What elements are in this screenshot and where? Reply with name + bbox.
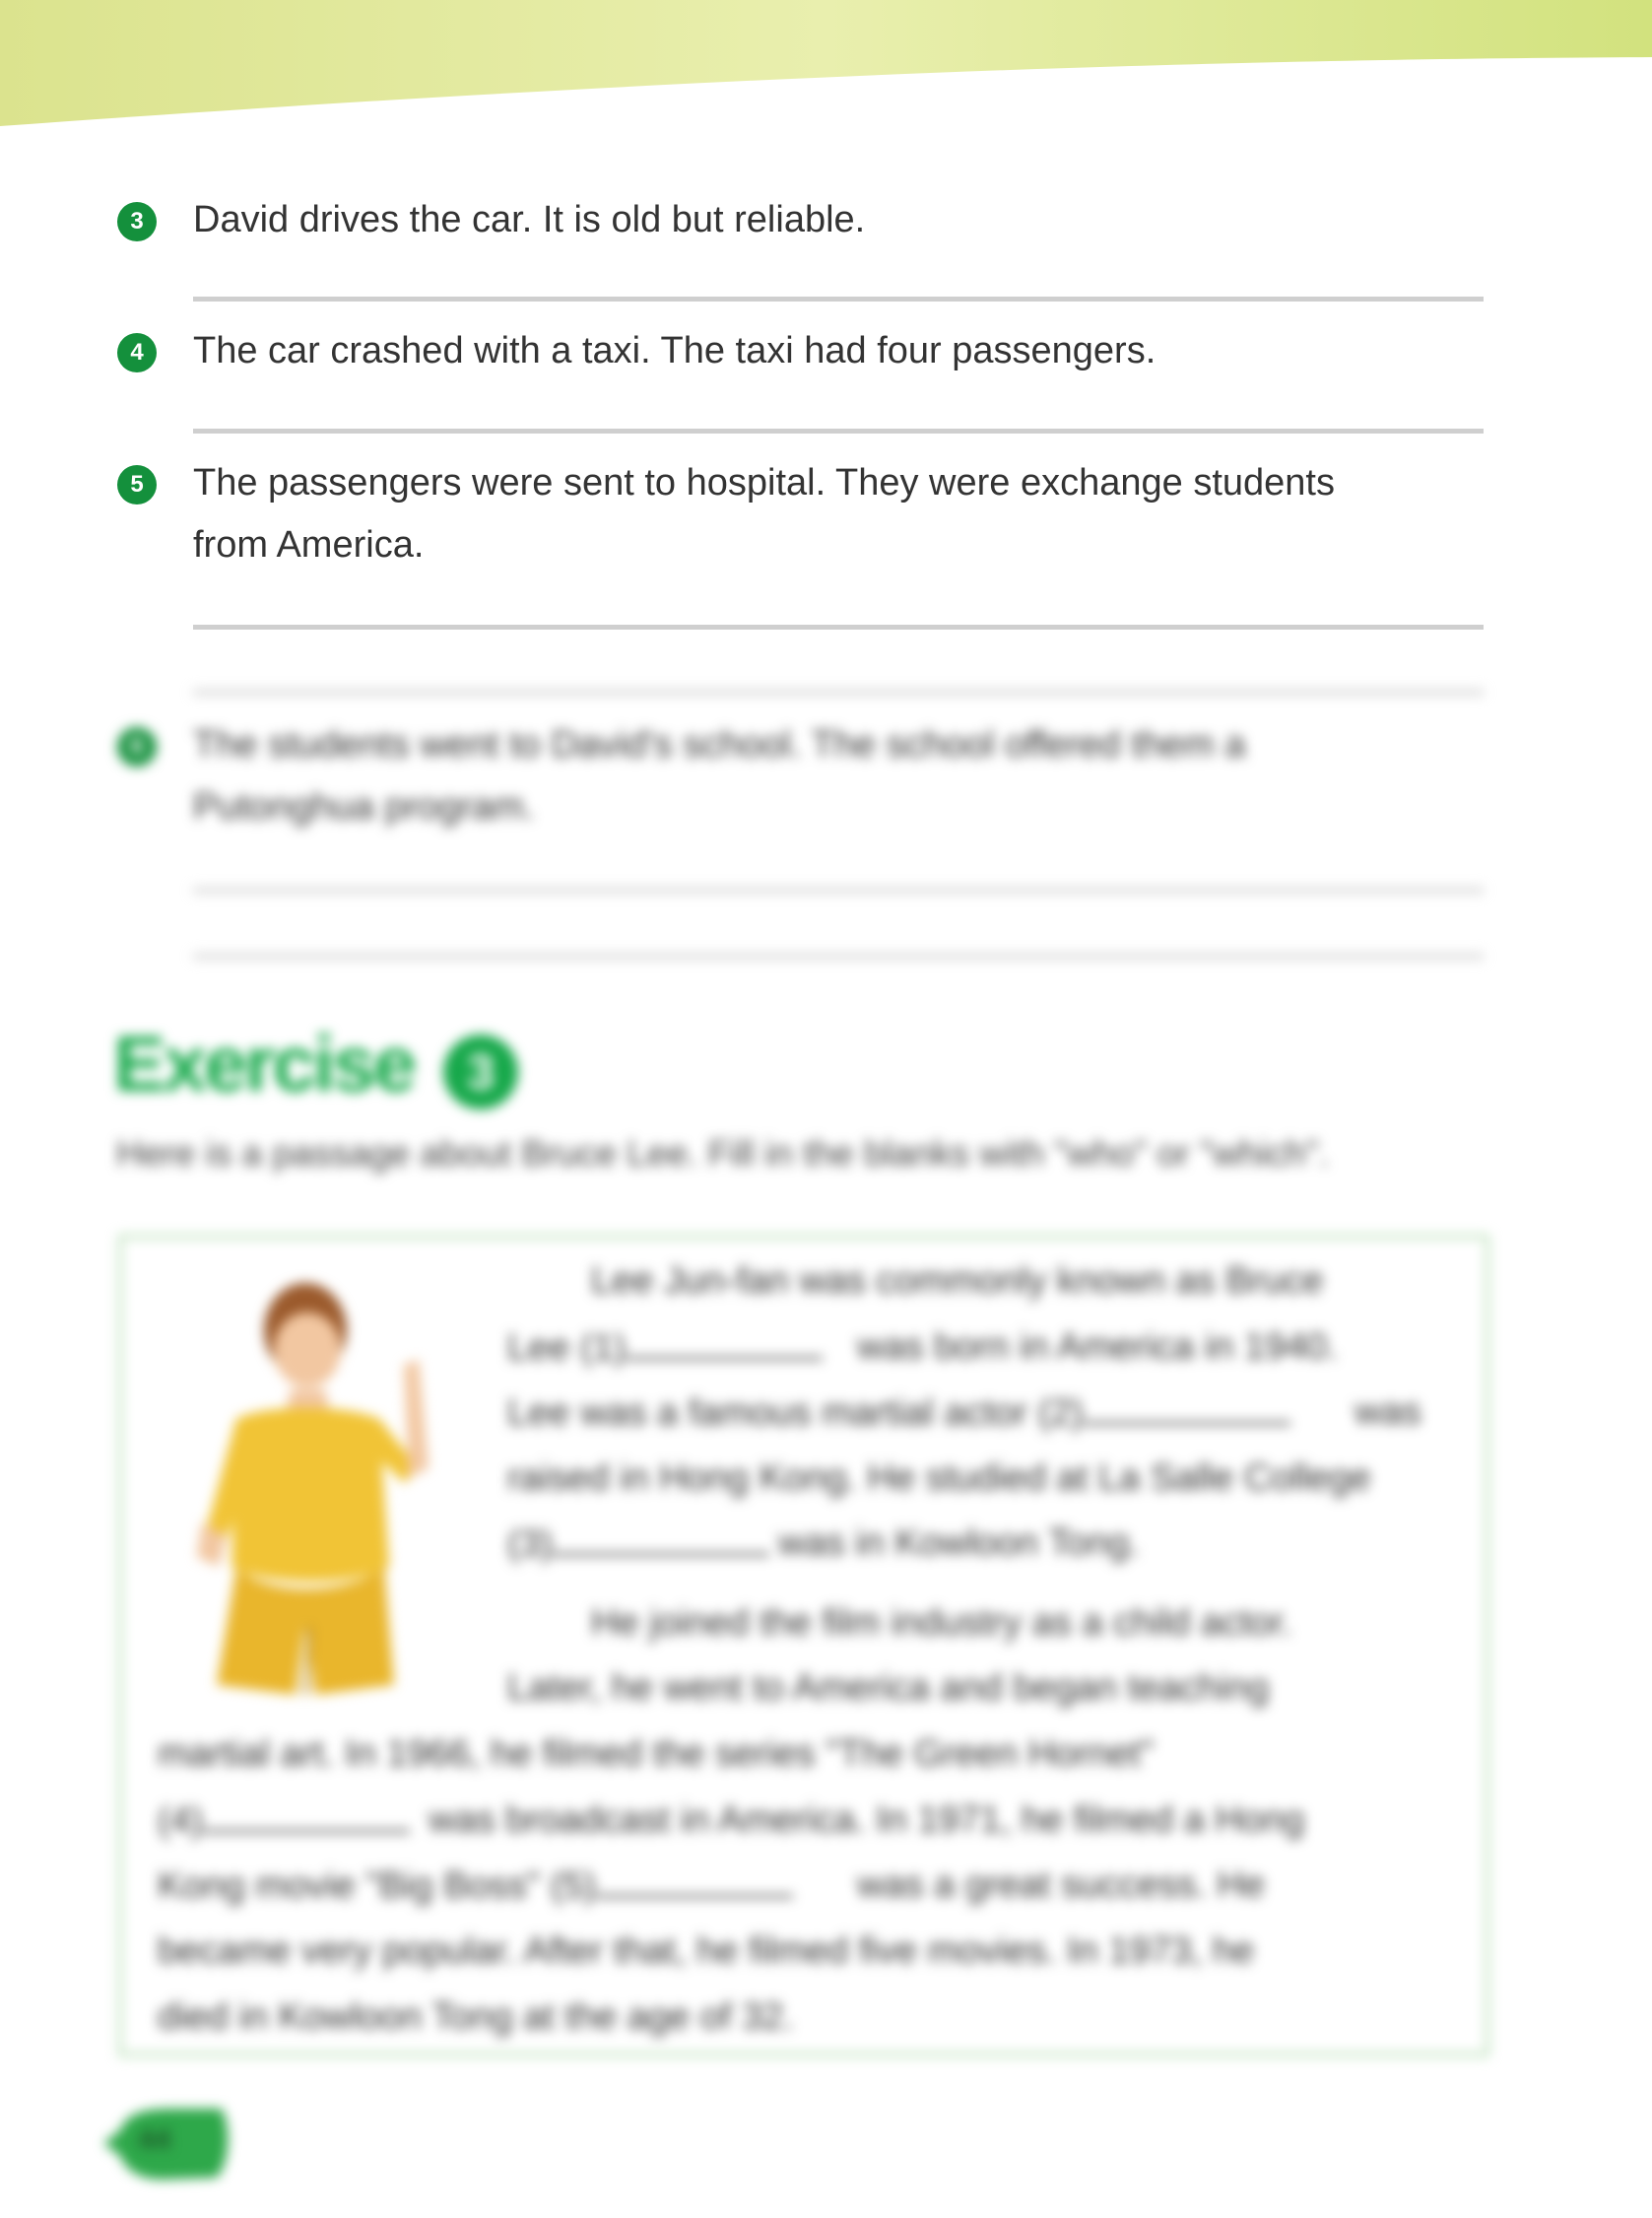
passage-line: [507, 1392, 1290, 1433]
passage-line: died in Kowloon Tong at the age of 32.: [158, 1996, 794, 2038]
passage-line: [158, 1865, 793, 1906]
top-decorative-band: [0, 0, 1652, 138]
question-number-badge: 3: [117, 202, 157, 241]
passage-line: Lee Jun-fan was commonly known as Bruce: [591, 1260, 1324, 1302]
answer-line[interactable]: [193, 954, 1484, 959]
exercise-title: Exercise: [113, 1020, 415, 1108]
passage-line: He joined the film industry as a child actor.: [591, 1602, 1292, 1644]
blank-5[interactable]: [596, 1865, 793, 1898]
passage-line: was born in America in 1940.: [857, 1326, 1338, 1368]
answer-line[interactable]: [193, 297, 1484, 302]
passage-line: became very popular. After that, he filmed five movies. In 1973, he: [158, 1930, 1255, 1972]
blank-3[interactable]: [553, 1523, 769, 1556]
question-text: David drives the car. It is old but reliable.: [193, 199, 866, 240]
question-number-badge: 4: [117, 333, 157, 372]
question-text-line: The students went to David's school. The school offered them a: [193, 724, 1246, 766]
question-text-line: from America.: [193, 524, 425, 566]
question-number-badge: 5: [117, 465, 157, 504]
passage-text-segment: (3): [507, 1523, 554, 1565]
passage-line: was: [1355, 1391, 1421, 1433]
question-text-line: Putonghua program.: [193, 786, 535, 828]
answer-line[interactable]: [193, 888, 1484, 893]
passage-line: [158, 1800, 410, 1841]
passage-line: was in Kowloon Tong.: [778, 1522, 1140, 1564]
question-text-line: The passengers were sent to hospital. They were exchange students: [193, 462, 1335, 504]
passage-line: [507, 1327, 823, 1368]
passage-line: martial art. In 1966, he filmed the series "The Green Hornet": [158, 1733, 1155, 1775]
exercise-number-badge: 3: [443, 1035, 518, 1109]
answer-line[interactable]: [193, 625, 1484, 630]
passage-text-segment: Lee (1): [507, 1327, 627, 1369]
page-number: 44: [138, 2123, 171, 2156]
passage-line: Later, he went to America and began teaching: [507, 1667, 1270, 1709]
bruce-lee-illustration: [197, 1271, 473, 1705]
passage-line: [507, 1523, 769, 1564]
question-number-badge: 6: [117, 727, 157, 767]
passage-text-segment: Kong movie "Big Boss" (5): [158, 1865, 597, 1907]
passage-line: was broadcast in America. In 1971, he filmed a Hong: [429, 1799, 1305, 1841]
passage-line: was a great success. He: [857, 1864, 1265, 1906]
blank-1[interactable]: [626, 1327, 823, 1360]
exercise-instruction: Here is a passage about Bruce Lee. Fill in the blanks with "who" or "which".: [116, 1133, 1329, 1174]
passage-line: raised in Hong Kong. He studied at La Salle College: [507, 1457, 1371, 1499]
passage-text-segment: Lee was a famous martial actor (2): [507, 1392, 1085, 1434]
question-text: The car crashed with a taxi. The taxi had four passengers.: [193, 330, 1156, 371]
passage-text-segment: (4): [158, 1800, 204, 1842]
answer-line[interactable]: [193, 429, 1484, 434]
blank-4[interactable]: [203, 1800, 410, 1833]
answer-line[interactable]: [193, 690, 1484, 695]
blank-2[interactable]: [1084, 1392, 1290, 1425]
